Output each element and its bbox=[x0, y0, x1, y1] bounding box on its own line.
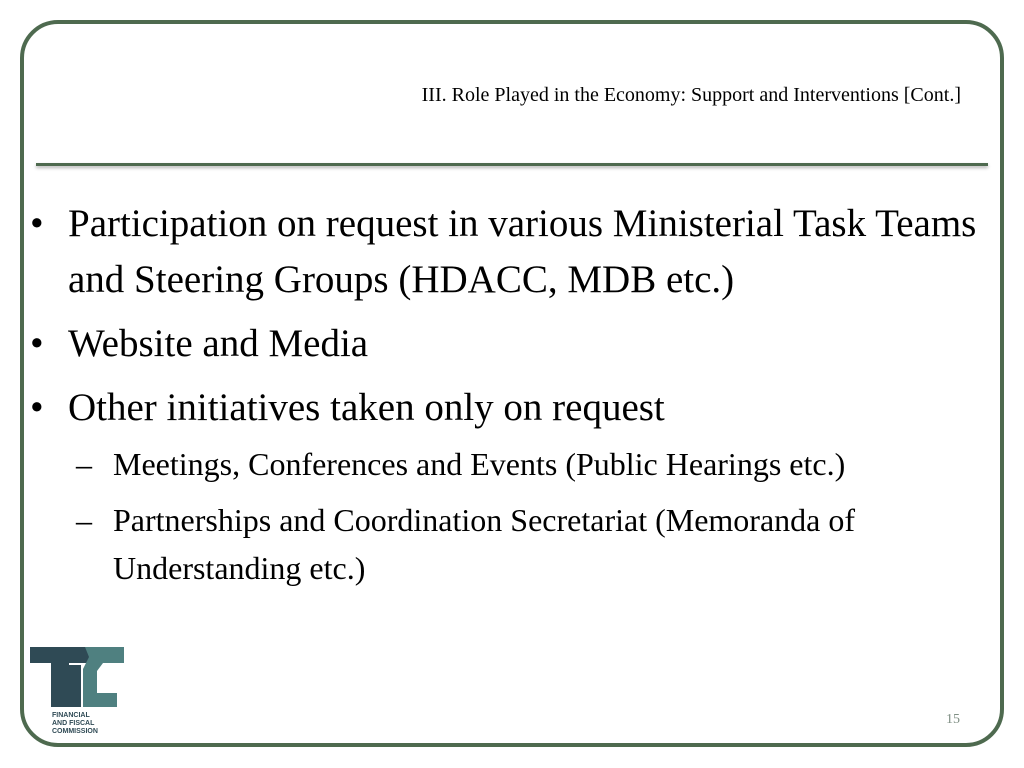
sub-bullet-item bbox=[68, 440, 1000, 488]
bullet-list bbox=[30, 196, 1000, 600]
sub-bullet-item bbox=[68, 496, 1000, 592]
sub-bullet-list bbox=[30, 440, 1000, 592]
dash-marker: – bbox=[76, 446, 92, 482]
bullet-marker: • bbox=[30, 322, 44, 365]
logo-text bbox=[52, 712, 112, 736]
bullet-text: Website and Media bbox=[68, 322, 369, 365]
bullet-marker: • bbox=[30, 386, 44, 429]
bullet-text: Other initiatives taken only on request bbox=[68, 386, 665, 429]
slide-title: III. Role Played in the Economy: Support and Interventions [Cont.] bbox=[421, 84, 961, 106]
logo-shape-right bbox=[83, 647, 124, 707]
logo-line: COMMISSION bbox=[52, 728, 98, 735]
bullet-text: Participation on request in various Ministerial Task Teams and Steering Groups (HDACC, MDB etc.) bbox=[68, 202, 977, 301]
bullet-item bbox=[30, 316, 1000, 372]
bullet-item bbox=[30, 380, 1000, 436]
bullet-marker: • bbox=[30, 202, 44, 245]
page-number: 15 bbox=[946, 712, 960, 727]
title-divider bbox=[36, 163, 988, 166]
sub-bullet-group bbox=[30, 440, 1000, 592]
logo-line: AND FISCAL bbox=[52, 720, 95, 727]
logo-bar bbox=[69, 665, 81, 707]
sub-bullet-text: Partnerships and Coordination Secretariat (Memoranda of Understanding etc.) bbox=[113, 502, 855, 586]
dash-marker: – bbox=[76, 502, 92, 538]
logo-line: FINANCIAL bbox=[52, 712, 90, 719]
bullet-item bbox=[30, 196, 1000, 308]
sub-bullet-text: Meetings, Conferences and Events (Public Hearings etc.) bbox=[113, 446, 846, 482]
